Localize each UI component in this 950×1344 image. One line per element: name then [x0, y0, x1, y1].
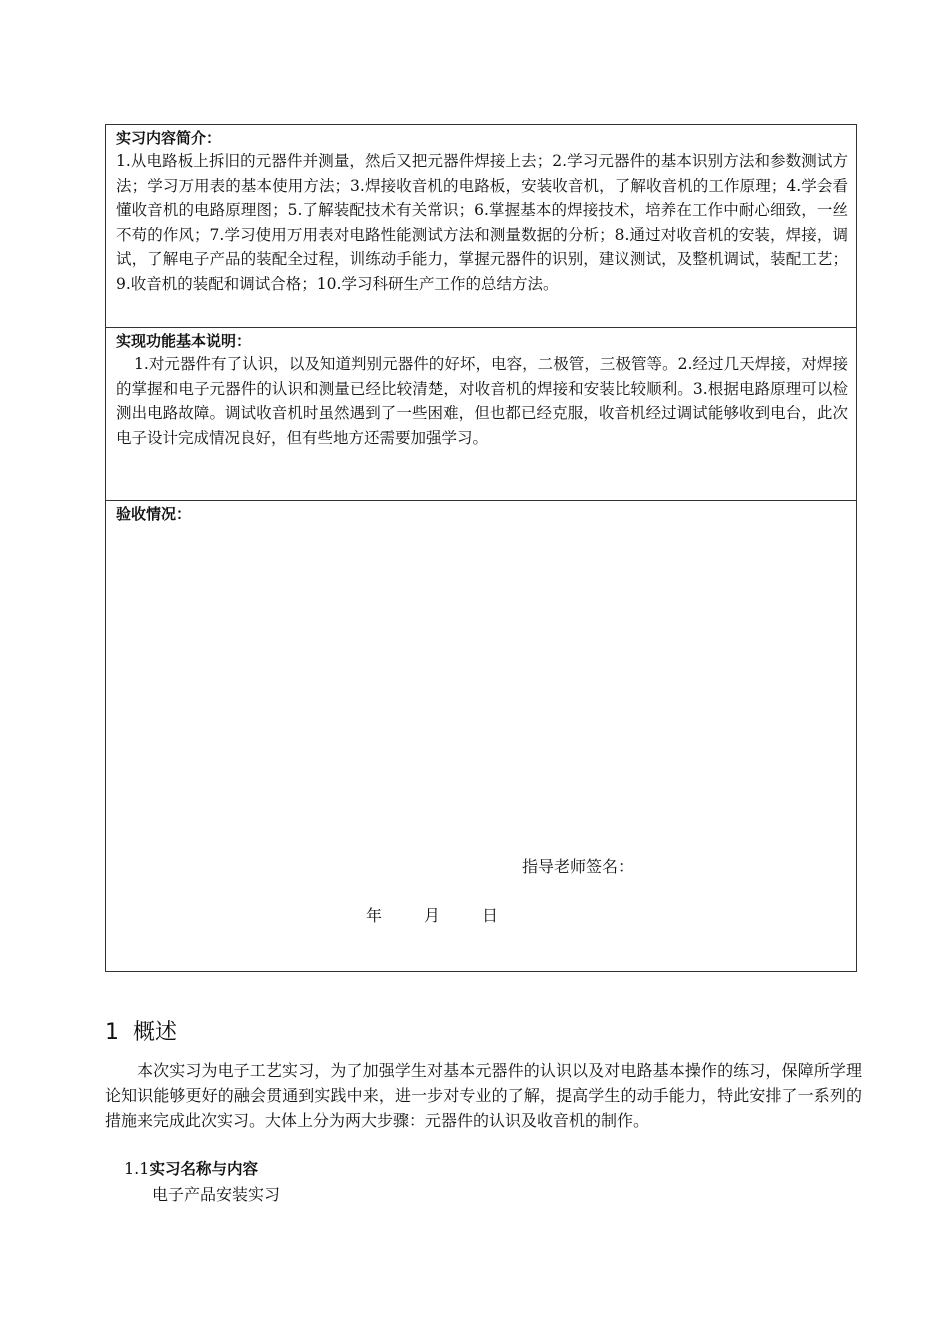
date-day-label: 日	[482, 906, 499, 925]
date-month-label: 月	[424, 906, 441, 925]
subsection-heading	[124, 1157, 258, 1181]
intro-text: 1.从电路板上拆旧的元器件并测量，然后又把元器件焊接上去；2.学习元器件的基本识别方法和参数测试方法；学习万用表的基本使用方法；3.焊接收音机的电路板，安装收音机，了解收音机的工作原理；4.学会看懂收音机的电路原理图；5.了解装配技术有关常识；6.掌握基本的焊接技术，培养在工作中耐心细致，一丝不苟的作风；7.学习使用万用表对电路性能测试方法和测量数据的分析；8.通过对收音机的安装，焊接，调试，了解电子产品的装配全过程，训练动手能力，掌握元器件的识别，建议测试，及整机调试，装配工艺；9.收音机的装配和调试合格；10.学习科研生产工作的总结方法。	[116, 152, 848, 293]
subsection-title: 实习名称与内容	[149, 1160, 258, 1178]
teacher-signature-label: 指导老师签名：	[522, 857, 635, 876]
subsection-number: 1.1	[124, 1159, 150, 1178]
section-number: 1	[105, 1020, 119, 1045]
overview-paragraph: 本次实习为电子工艺实习，为了加强学生对基本元器件的认识以及对电路基本操作的练习，保障所学理论知识能够更好的融会贯通到实践中来，进一步对专业的了解，提高学生的动手能力，特此安排了一系列的措施来完成此次实习。大体上分为两大步骤：元器件的认识及收音机的制作。	[105, 1061, 862, 1130]
report-form-table	[105, 124, 857, 972]
section-heading	[105, 1018, 177, 1048]
acceptance-title: 验收情况：	[116, 505, 192, 523]
subsection-body: 电子产品安装实习	[152, 1185, 281, 1204]
date-row	[366, 903, 498, 926]
intro-title: 实习内容简介：	[116, 129, 222, 147]
function-title: 实现功能基本说明：	[116, 332, 252, 350]
section-title: 概述	[133, 1020, 178, 1045]
function-cell	[106, 328, 856, 501]
intro-cell	[106, 125, 856, 328]
function-text: 1.对元器件有了认识，以及知道判别元器件的好坏，电容，二极管，三极管等。2.经过几天焊接，对焊接的掌握和电子元器件的认识和测量已经比较清楚，对收音机的焊接和安装比较顺利。3.根据电路原理可以检测出电路故障。调试收音机时虽然遇到了一些困难，但也都已经克服，收音机经过调试能够收到电台，此次电子设计完成情况良好，但有些地方还需要加强学习。	[116, 355, 848, 447]
date-year-label: 年	[366, 906, 383, 925]
acceptance-cell	[106, 501, 856, 971]
